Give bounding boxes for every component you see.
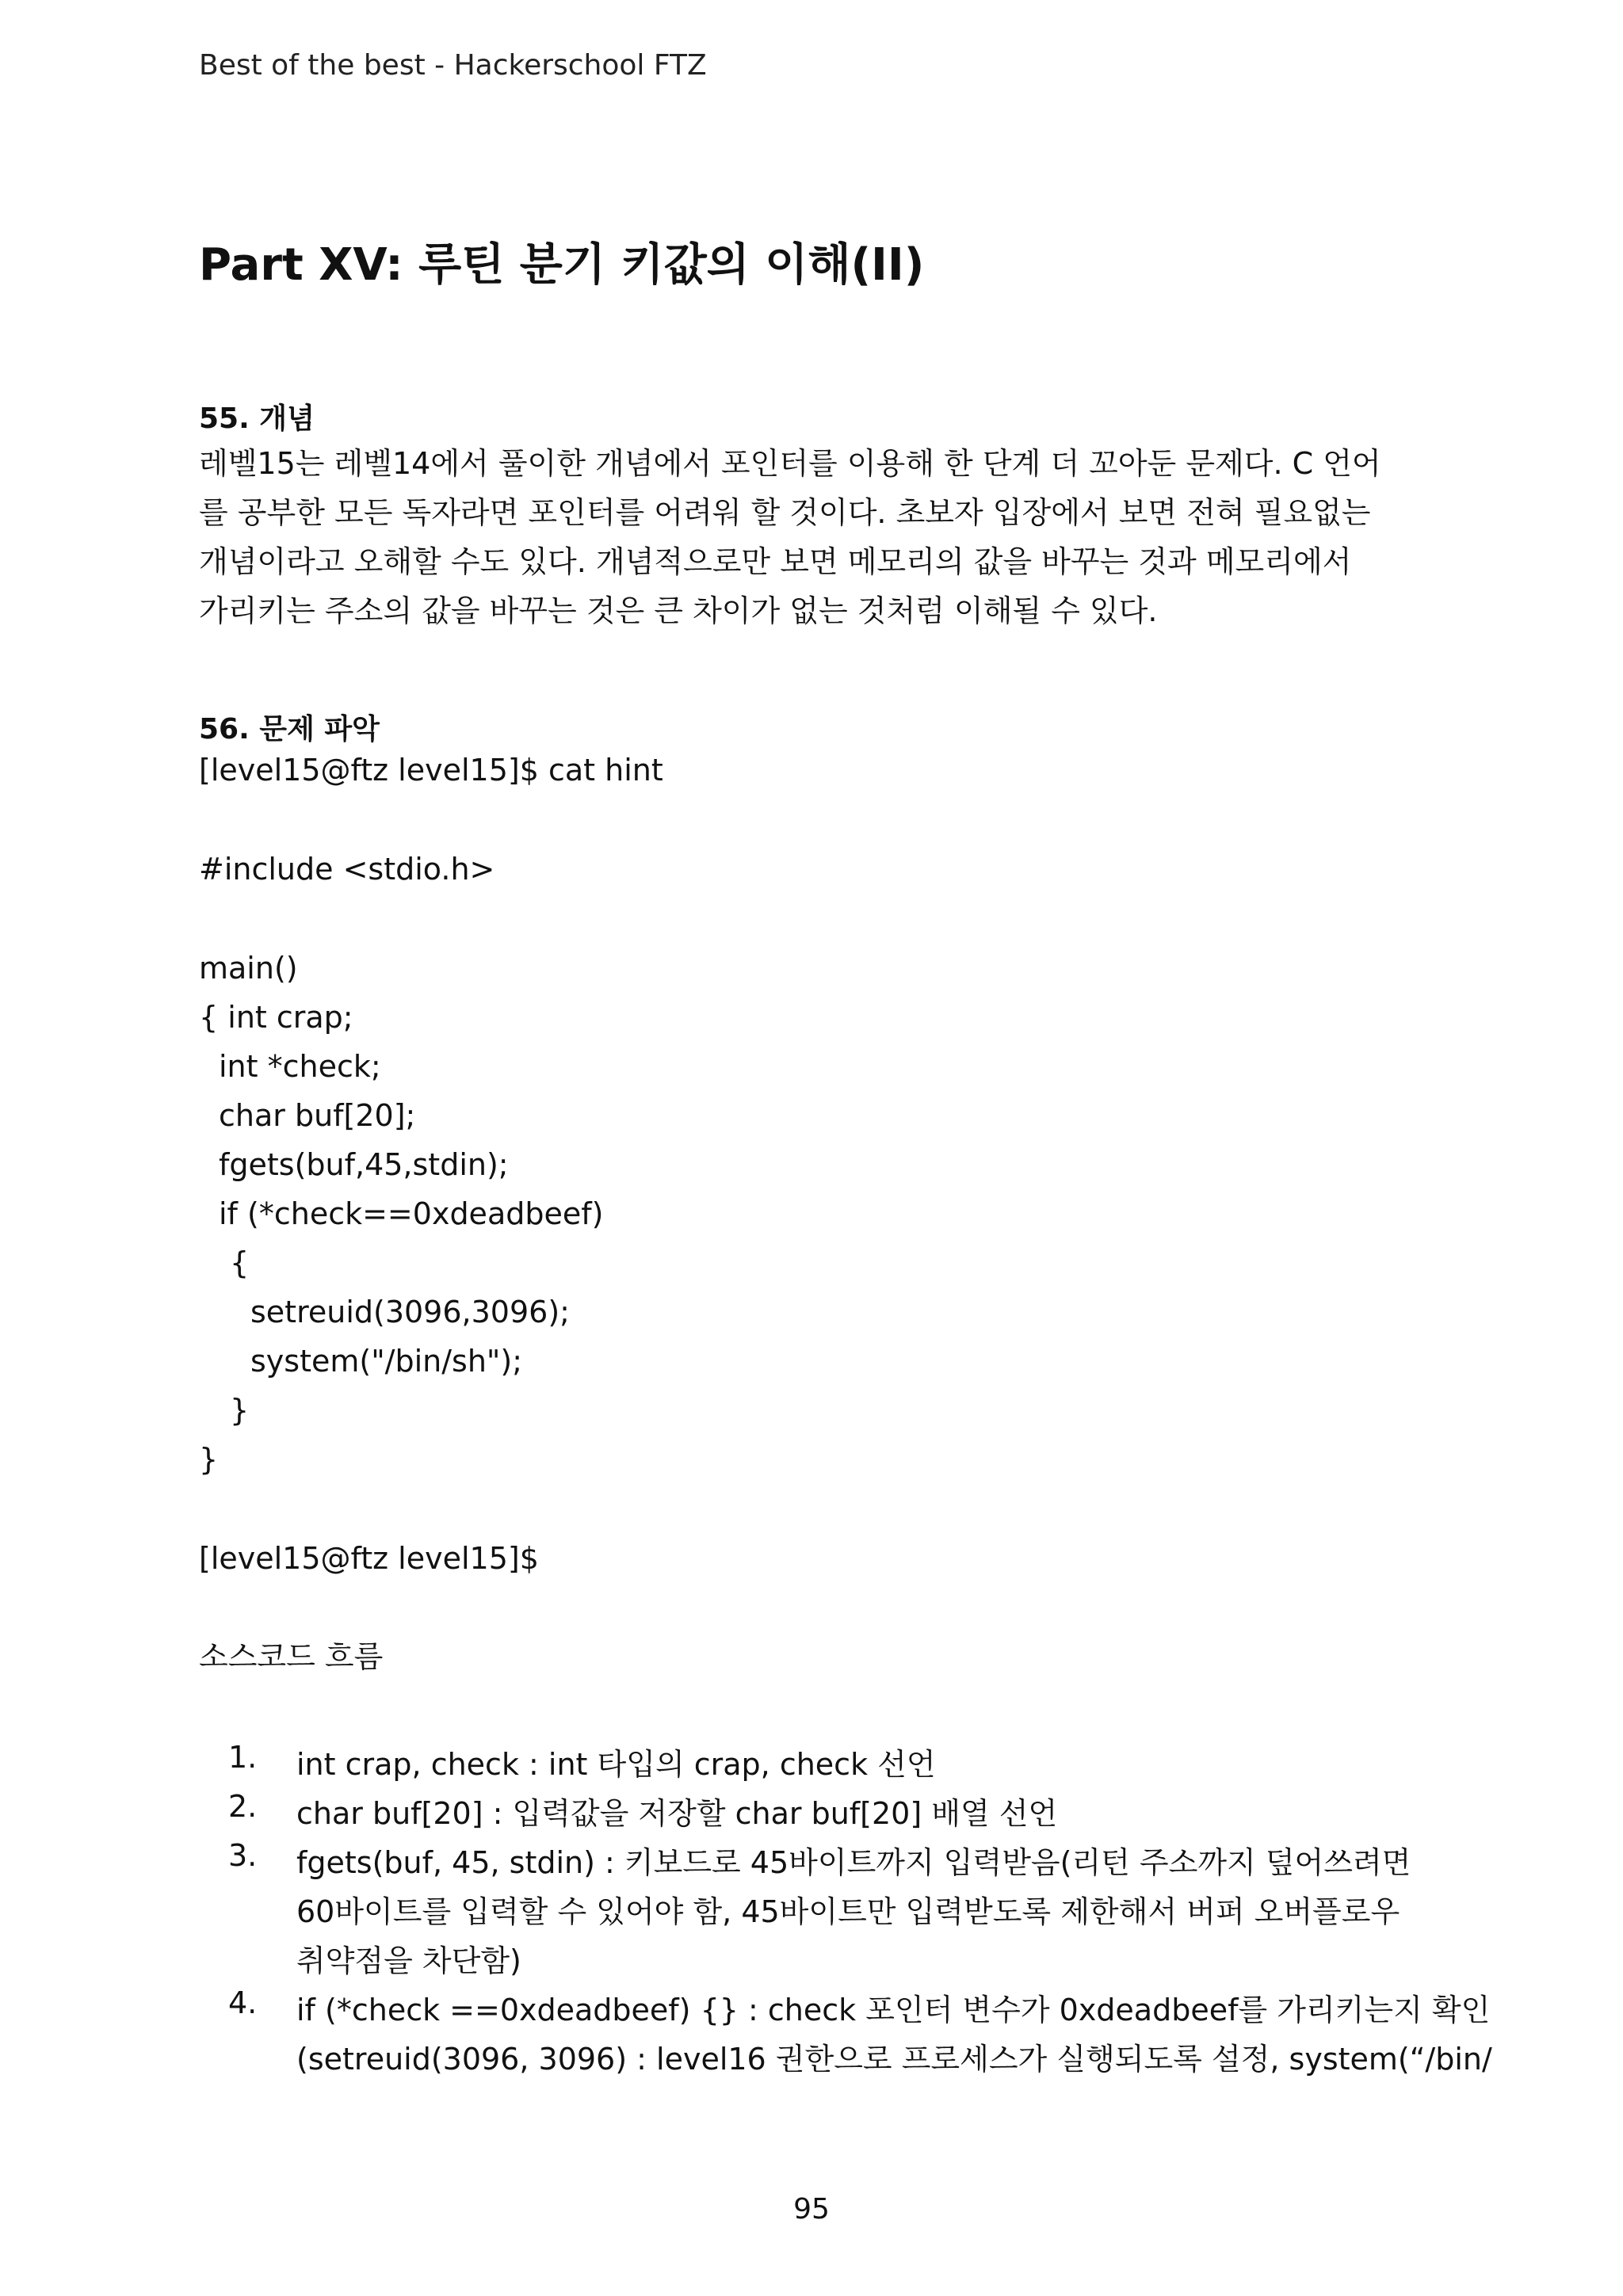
code-line: #include <stdio.h> bbox=[199, 852, 495, 887]
code-line: char buf[20]; bbox=[219, 1098, 416, 1133]
code-line: setreuid(3096,3096); bbox=[250, 1295, 570, 1329]
list-number: 1. bbox=[228, 1740, 258, 1775]
list-number: 2. bbox=[228, 1789, 258, 1824]
paragraph-line: 레벨15는 레벨14에서 풀이한 개념에서 포인터를 이용해 한 단계 더 꼬아둔 문제다. C 언어 bbox=[199, 446, 1381, 481]
list-item-text: if (*check ==0xdeadbeef) {} : check 포인터 변수가 0xdeadbeef를 가리키는지 확인 bbox=[296, 1993, 1491, 2027]
code-line: system("/bin/sh"); bbox=[250, 1344, 523, 1379]
part-title: Part XV: 루틴 분기 키값의 이해(II) bbox=[199, 239, 925, 291]
section-heading-concept: 55. 개념 bbox=[199, 402, 315, 435]
list-item-text: 취약점을 차단함) bbox=[296, 1943, 521, 1978]
running-header: Best of the best - Hackerschool FTZ bbox=[199, 49, 707, 82]
page-number: 95 bbox=[793, 2193, 830, 2225]
list-number: 4. bbox=[228, 1985, 258, 2020]
paragraph-line: 가리키는 주소의 값을 바꾸는 것은 큰 차이가 없는 것처럼 이해될 수 있다. bbox=[199, 593, 1158, 628]
list-item-text: int crap, check : int 타입의 crap, check 선언 bbox=[296, 1747, 936, 1782]
code-line: } bbox=[230, 1393, 250, 1428]
list-item-text: char buf[20] : 입력값을 저장할 char buf[20] 배열 선언 bbox=[296, 1796, 1058, 1831]
list-number: 3. bbox=[228, 1838, 258, 1873]
code-line: if (*check==0xdeadbeef) bbox=[219, 1196, 604, 1231]
flow-heading: 소스코드 흐름 bbox=[199, 1639, 384, 1674]
list-item-text: fgets(buf, 45, stdin) : 키보드로 45바이트까지 입력받음(리턴 주소까지 덮어쓰려면 bbox=[296, 1845, 1411, 1880]
shell-prompt: [level15@ftz level15]$ bbox=[199, 1541, 539, 1576]
shell-prompt-command: [level15@ftz level15]$ cat hint bbox=[199, 753, 663, 788]
paragraph-line: 를 공부한 모든 독자라면 포인터를 어려워 할 것이다. 초보자 입장에서 보면 전혀 필요없는 bbox=[199, 495, 1371, 530]
list-item-text: 60바이트를 입력할 수 있어야 함, 45바이트만 입력받도록 제한해서 버퍼 오버플로우 bbox=[296, 1894, 1400, 1929]
section-heading-problem: 56. 문제 파악 bbox=[199, 713, 380, 746]
code-line: int *check; bbox=[219, 1049, 381, 1084]
code-line: { int crap; bbox=[199, 1000, 353, 1035]
code-line: } bbox=[199, 1442, 219, 1477]
list-item-text: (setreuid(3096, 3096) : level16 권한으로 프로세스가 실행되도록 설정, system(“/bin/ bbox=[296, 2042, 1492, 2077]
code-line: fgets(buf,45,stdin); bbox=[219, 1147, 509, 1182]
code-line: { bbox=[230, 1245, 250, 1280]
code-line: main() bbox=[199, 951, 298, 986]
paragraph-line: 개념이라고 오해할 수도 있다. 개념적으로만 보면 메모리의 값을 바꾸는 것과 메모리에서 bbox=[199, 544, 1352, 579]
